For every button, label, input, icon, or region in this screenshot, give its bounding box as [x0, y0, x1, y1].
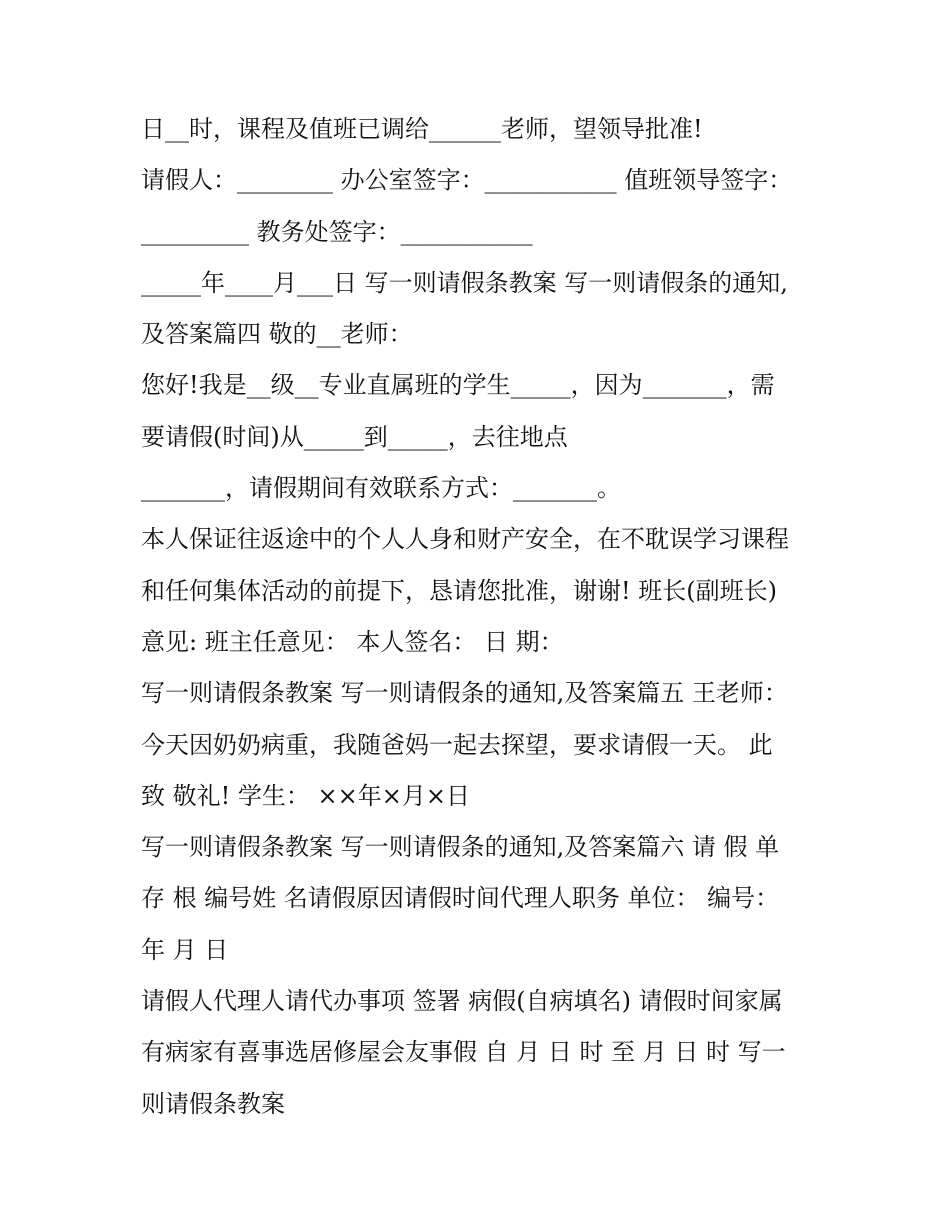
text-line: 今天因奶奶病重，我随爸妈一起去探望，要求请假一天。 此 [141, 730, 773, 759]
text-line: 您好!我是__级__专业直属班的学生_____，因为_______，需 [141, 371, 775, 400]
text-line: 日__时，课程及值班已调给______老师，望领导批准! [141, 115, 703, 143]
document-body [141, 104, 831, 1130]
text-line: 有病家有喜事选居修屋会友事假 自 月 日 时 至 月 日 时 写一 [141, 1038, 786, 1067]
text-line: 意见: 班主任意见： 本人签名： 日 期： [141, 627, 564, 656]
text-line: 年 月 日 [141, 935, 229, 964]
text-line: 写一则请假条教案 写一则请假条的通知,及答案篇五 王老师： [141, 679, 788, 708]
text-line: 致 敬礼! 学生： ××年×月×日 [141, 781, 470, 810]
text-line: 和任何集体活动的前提下，恳请您批准，谢谢! 班长(副班长) [141, 576, 777, 605]
text-line: 请假人代理人请代办事项 签署 病假(自病填名) 请假时间家属 [141, 987, 783, 1016]
text-line: _____年____月___日 写一则请假条教案 写一则请假条的通知, [141, 268, 788, 297]
text-line: 写一则请假条教案 写一则请假条的通知,及答案篇六 请 假 单 [141, 833, 780, 862]
text-line: 及答案篇四 敬的__老师： [141, 320, 413, 349]
text-line: _______，请假期间有效联系方式：_______。 [141, 474, 621, 503]
text-line: 请假人：________ 办公室签字：___________ 值班领导签字： [141, 166, 793, 195]
text-line: 本人保证往返途中的个人人身和财产安全，在不耽误学习课程 [141, 525, 789, 554]
text-line: 存 根 编号姓 名请假原因请假时间代理人职务 单位： 编号： [141, 884, 780, 913]
text-line: 则请假条教案 [141, 1089, 285, 1118]
text-line: _________ 教务处签字：___________ [141, 217, 533, 246]
text-line: 要请假(时间)从_____到_____，去往地点 [141, 422, 568, 451]
